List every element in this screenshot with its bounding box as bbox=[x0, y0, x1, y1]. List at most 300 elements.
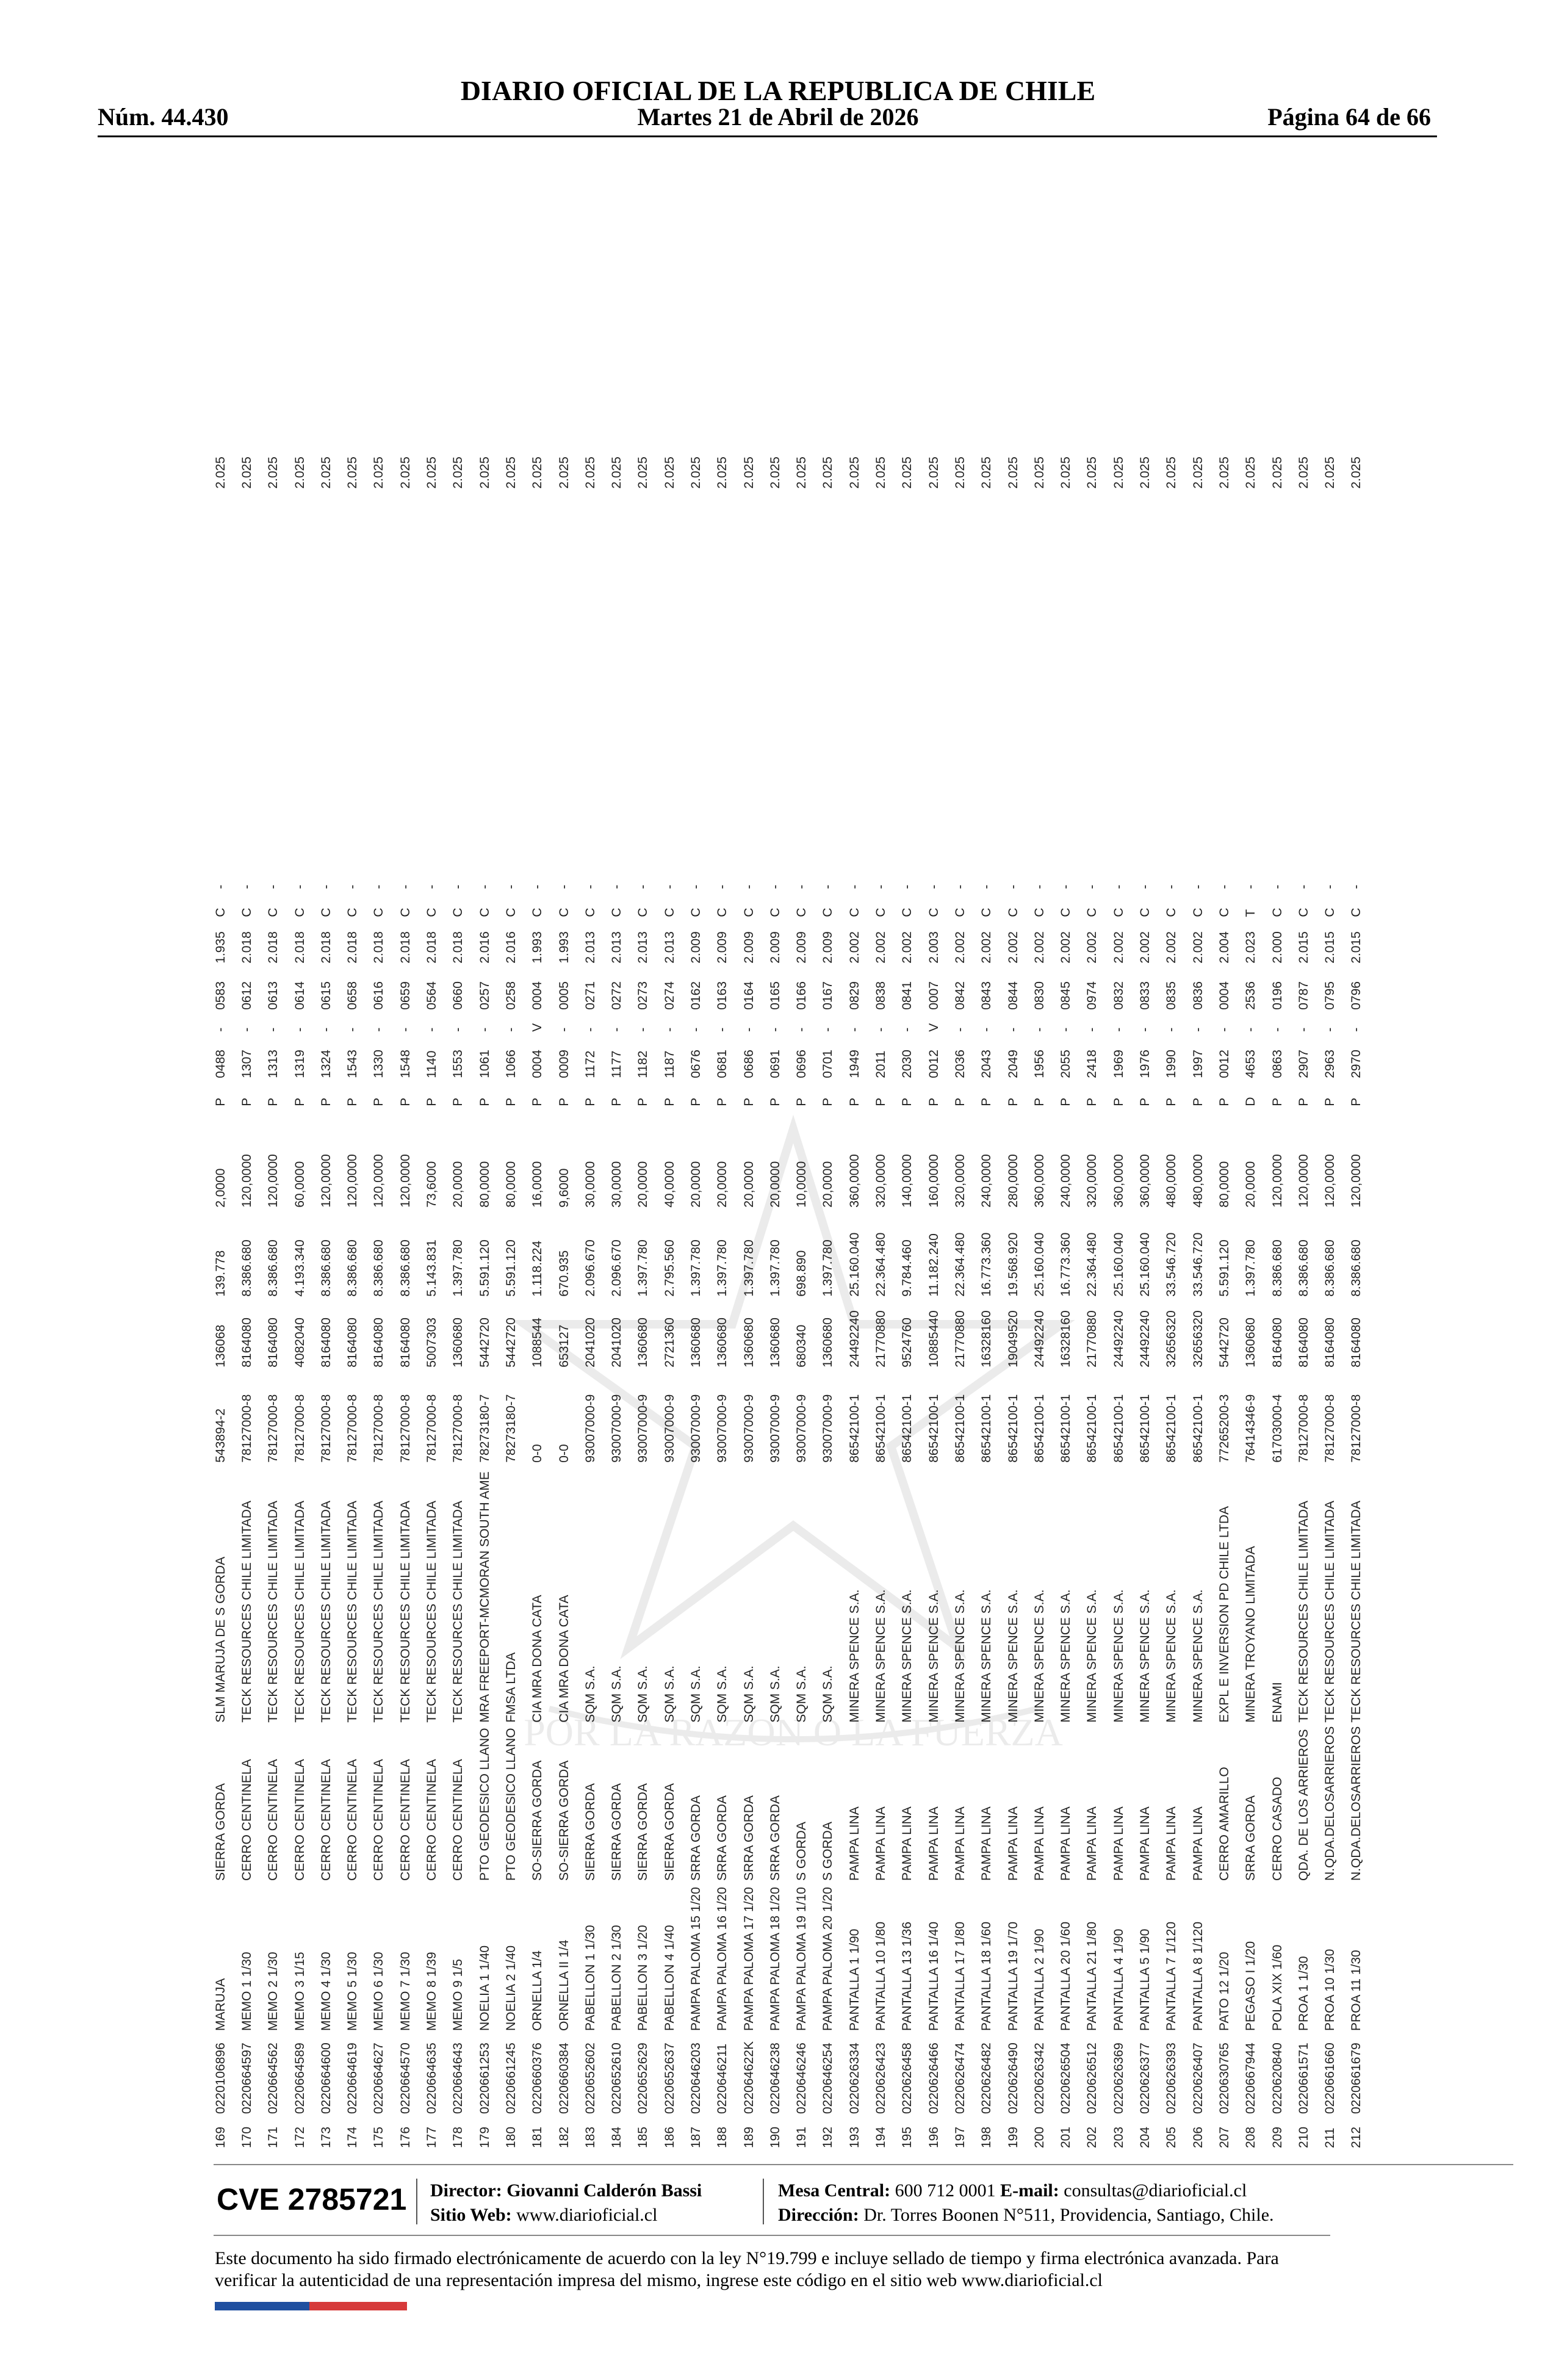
table-cell: 2043 bbox=[979, 1050, 994, 1078]
table-cell: C bbox=[715, 907, 730, 917]
table-cell: 2.002 bbox=[979, 931, 994, 964]
table-cell: MINERA SPENCE S.A. bbox=[979, 1589, 994, 1723]
table-cell: TECK RESOURCES CHILE LIMITADA bbox=[398, 1501, 412, 1723]
table-cell: 2.025 bbox=[874, 456, 888, 489]
table-cell: C bbox=[662, 907, 677, 917]
table-cell: C bbox=[372, 907, 386, 917]
table-cell: 196 bbox=[926, 2126, 941, 2148]
brand-bar-blue bbox=[215, 2302, 309, 2310]
table-cell: 9,6000 bbox=[556, 1168, 571, 1208]
table-cell: 0272 bbox=[610, 981, 624, 1010]
table-cell: PANTALLA 13 1/36 bbox=[900, 1921, 915, 2031]
table-cell: PAMPA LINA bbox=[1190, 1806, 1205, 1881]
table-cell: C bbox=[425, 907, 439, 917]
table-cell: 78127000-8 bbox=[1323, 1394, 1338, 1463]
table-cell: 0220661679 bbox=[1349, 2043, 1364, 2114]
table-cell: 2963 bbox=[1323, 1050, 1338, 1078]
table-cell: 180 bbox=[503, 2126, 518, 2148]
table-cell: 0220626423 bbox=[874, 2043, 888, 2114]
table-cell: - bbox=[1270, 884, 1284, 889]
table-row bbox=[736, 430, 762, 2148]
table-cell: 2.018 bbox=[425, 931, 439, 964]
table-cell: TECK RESOURCES CHILE LIMITADA bbox=[451, 1501, 466, 1723]
table-cell: MEMO 8 1/39 bbox=[425, 1952, 439, 2031]
table-row bbox=[261, 430, 287, 2148]
table-row bbox=[762, 430, 788, 2148]
table-cell: 1997 bbox=[1190, 1050, 1205, 1078]
table-cell: 73,6000 bbox=[425, 1161, 439, 1208]
table-cell: 78127000-8 bbox=[292, 1394, 307, 1463]
table-cell: PAMPA PALOMA 19 1/10 bbox=[794, 1887, 809, 2031]
table-cell: 2.025 bbox=[583, 456, 597, 489]
table-cell: 33.546.720 bbox=[1164, 1232, 1179, 1297]
table-cell: 2.002 bbox=[874, 931, 888, 964]
table-cell: - bbox=[1059, 884, 1073, 889]
table-cell: 78273180-7 bbox=[477, 1394, 492, 1463]
table-cell: C bbox=[926, 907, 941, 917]
legal-notice: Este documento ha sido firmado electrónicamente de acuerdo con la ley N°19.799 e incluye sellado de tiempo y firma electrónica avanzada. Para verificar la autenticidad de una representación impresa del mismo, ingrese este código en el sitio web www.diarioficial.cl bbox=[215, 2248, 1279, 2290]
table-cell: 2907 bbox=[1296, 1050, 1311, 1078]
table-cell: 120,0000 bbox=[1323, 1154, 1338, 1208]
table-cell: 0832 bbox=[1111, 981, 1126, 1010]
table-cell: V bbox=[926, 1023, 941, 1032]
table-cell: P bbox=[477, 1097, 492, 1106]
table-cell: - bbox=[1296, 884, 1311, 889]
table-cell: 183 bbox=[583, 2126, 597, 2148]
table-cell: 0843 bbox=[979, 981, 994, 1010]
table-cell: 19.568.920 bbox=[1006, 1232, 1020, 1297]
table-cell: - bbox=[319, 1027, 333, 1032]
table-cell: 2.025 bbox=[1296, 456, 1311, 489]
table-cell: 2.025 bbox=[688, 456, 703, 489]
table-cell: 0220664643 bbox=[451, 2043, 466, 2114]
table-cell: 30,0000 bbox=[610, 1161, 624, 1208]
table-cell: - bbox=[398, 884, 412, 889]
table-cell: MINERA SPENCE S.A. bbox=[1111, 1589, 1126, 1723]
table-cell: 2.003 bbox=[926, 931, 941, 964]
table-cell: 2970 bbox=[1349, 1050, 1364, 1078]
table-cell: - bbox=[451, 884, 466, 889]
table-cell: PAMPA PALOMA 20 1/20 bbox=[821, 1887, 835, 2031]
table-row bbox=[392, 430, 419, 2148]
table-cell: 120,0000 bbox=[1270, 1154, 1284, 1208]
table-cell: MEMO 2 1/30 bbox=[266, 1952, 281, 2031]
table-cell: 86542100-1 bbox=[926, 1394, 941, 1463]
table-cell: PANTALLA 2 1/90 bbox=[1032, 1928, 1046, 2031]
table-cell: C bbox=[1059, 907, 1073, 917]
table-cell: P bbox=[688, 1097, 703, 1106]
table-cell: 20,0000 bbox=[768, 1161, 782, 1208]
table-cell: SIERRA GORDA bbox=[583, 1783, 597, 1881]
table-cell: 80,0000 bbox=[1217, 1161, 1231, 1208]
table-cell: 172 bbox=[292, 2126, 307, 2148]
table-cell: P bbox=[794, 1097, 809, 1106]
table-cell: 0220646203 bbox=[688, 2043, 703, 2114]
table-cell: 206 bbox=[1190, 2126, 1205, 2148]
table-cell: 191 bbox=[794, 2126, 809, 2148]
table-cell: 1307 bbox=[239, 1050, 254, 1078]
table-cell: 8.386.680 bbox=[398, 1239, 412, 1297]
table-cell: C bbox=[874, 907, 888, 917]
table-cell: MARUJA bbox=[213, 1978, 228, 2031]
table-cell: - bbox=[768, 884, 782, 889]
table-cell: MINERA SPENCE S.A. bbox=[1138, 1589, 1153, 1723]
table-cell: 8.386.680 bbox=[239, 1239, 254, 1297]
table-cell: P bbox=[1006, 1097, 1020, 1106]
table-cell: 2.009 bbox=[794, 931, 809, 964]
table-cell: 0220660384 bbox=[556, 2043, 571, 2114]
table-cell: 1140 bbox=[425, 1050, 439, 1078]
table-cell: - bbox=[372, 884, 386, 889]
table-cell: 86542100-1 bbox=[874, 1394, 888, 1463]
table-cell: 1.397.780 bbox=[821, 1239, 835, 1297]
table-cell: 0795 bbox=[1323, 981, 1338, 1010]
table-cell: 197 bbox=[953, 2126, 967, 2148]
table-cell: - bbox=[821, 884, 835, 889]
table-cell: SQM S.A. bbox=[821, 1665, 835, 1723]
table-cell: SQM S.A. bbox=[662, 1665, 677, 1723]
table-cell: 93007000-9 bbox=[715, 1394, 730, 1463]
table-cell: TECK RESOURCES CHILE LIMITADA bbox=[372, 1501, 386, 1723]
table-cell: 22.364.480 bbox=[1085, 1232, 1100, 1297]
table-cell: N.QDA.DELOSARRIEROS bbox=[1323, 1726, 1338, 1881]
table-row bbox=[1291, 430, 1317, 2148]
table-cell: 11.182.240 bbox=[926, 1233, 941, 1297]
table-cell: - bbox=[1138, 1027, 1153, 1032]
table-cell: 1543 bbox=[345, 1050, 360, 1078]
table-cell: P bbox=[1296, 1097, 1311, 1106]
table-cell: PROA 1 1/30 bbox=[1296, 1956, 1311, 2031]
table-cell: PAMPA LINA bbox=[1111, 1806, 1126, 1881]
table-cell: 0220626407 bbox=[1190, 2043, 1205, 2114]
table-cell: 1956 bbox=[1032, 1050, 1046, 1078]
table-cell: 2.025 bbox=[794, 456, 809, 489]
table-cell: PAMPA LINA bbox=[1006, 1806, 1020, 1881]
table-cell: 360,0000 bbox=[847, 1154, 862, 1208]
table-cell: 5007303 bbox=[425, 1318, 439, 1368]
table-cell: MEMO 6 1/30 bbox=[372, 1952, 386, 2031]
table-cell: C bbox=[1006, 907, 1020, 917]
table-cell: P bbox=[874, 1097, 888, 1106]
footer-rule bbox=[214, 2164, 1513, 2165]
email-link[interactable]: consultas@diarioficial.cl bbox=[1064, 2180, 1247, 2201]
table-cell: 0564 bbox=[425, 981, 439, 1010]
table-cell: - bbox=[1244, 1027, 1258, 1032]
table-cell: 16.773.360 bbox=[979, 1232, 994, 1297]
table-cell: 1088544 bbox=[530, 1318, 545, 1368]
table-cell: PANTALLA 21 1/80 bbox=[1085, 1921, 1100, 2031]
table-cell: N.QDA.DELOSARRIEROS bbox=[1349, 1726, 1364, 1881]
table-cell: - bbox=[1111, 1027, 1126, 1032]
table-cell: CERRO CENTINELA bbox=[372, 1759, 386, 1881]
table-cell: EXPL E INVERSION PD CHILE LTDA bbox=[1217, 1506, 1231, 1723]
table-cell: 0220626377 bbox=[1138, 2043, 1153, 2114]
table-cell: 2.025 bbox=[662, 456, 677, 489]
table-cell: 8164080 bbox=[1323, 1318, 1338, 1368]
table-cell: 0165 bbox=[768, 981, 782, 1010]
table-cell: 2.025 bbox=[503, 456, 518, 489]
table-cell: 1.118.224 bbox=[530, 1240, 545, 1297]
table-cell: 86542100-1 bbox=[1164, 1394, 1179, 1463]
table-cell: MINERA SPENCE S.A. bbox=[1059, 1589, 1073, 1723]
table-cell: 93007000-9 bbox=[741, 1394, 756, 1463]
table-row bbox=[657, 430, 683, 2148]
table-row bbox=[710, 430, 736, 2148]
table-row bbox=[234, 430, 260, 2148]
table-cell: 0012 bbox=[926, 1050, 941, 1078]
table-cell: P bbox=[1323, 1097, 1338, 1106]
table-cell: - bbox=[1190, 884, 1205, 889]
table-cell: - bbox=[1190, 1027, 1205, 1032]
table-cell: - bbox=[610, 884, 624, 889]
table-cell: MINERA SPENCE S.A. bbox=[900, 1589, 915, 1723]
table-cell: 2418 bbox=[1085, 1050, 1100, 1078]
table-cell: 0787 bbox=[1296, 981, 1311, 1010]
table-cell: 209 bbox=[1270, 2126, 1284, 2148]
table-row bbox=[551, 430, 577, 2148]
table-cell: C bbox=[1138, 907, 1153, 917]
table-cell: 0004 bbox=[1217, 981, 1231, 1010]
table-cell: C bbox=[1217, 907, 1231, 917]
table-cell: 2.002 bbox=[847, 931, 862, 964]
table-cell: C bbox=[741, 907, 756, 917]
table-cell: 60,0000 bbox=[292, 1161, 307, 1208]
table-cell: PAMPA PALOMA 17 1/20 bbox=[741, 1887, 756, 2031]
table-cell: P bbox=[425, 1097, 439, 1106]
table-cell: - bbox=[900, 884, 915, 889]
table-cell: - bbox=[1059, 1027, 1073, 1032]
table-cell: 16328160 bbox=[979, 1310, 994, 1368]
table-cell: 20,0000 bbox=[741, 1161, 756, 1208]
table-cell: 0612 bbox=[239, 981, 254, 1010]
table-cell: - bbox=[292, 884, 307, 889]
table-cell: 93007000-9 bbox=[583, 1394, 597, 1463]
table-cell: 1360680 bbox=[741, 1318, 756, 1368]
table-cell: PTO GEODESICO LLANO bbox=[503, 1728, 518, 1881]
table-cell: C bbox=[768, 907, 782, 917]
table-cell: 2.025 bbox=[530, 456, 545, 489]
table-cell: C bbox=[477, 907, 492, 917]
table-cell: 8164080 bbox=[1296, 1318, 1311, 1368]
table-cell: 8.386.680 bbox=[345, 1239, 360, 1297]
table-row bbox=[339, 430, 366, 2148]
table-cell: 0681 bbox=[715, 1050, 730, 1078]
table-cell: 0220652629 bbox=[636, 2043, 650, 2114]
footer-divider bbox=[416, 2179, 417, 2224]
table-cell: 2.025 bbox=[1190, 456, 1205, 489]
table-cell: 2.025 bbox=[1217, 456, 1231, 489]
table-cell: PANTALLA 18 1/60 bbox=[979, 1921, 994, 2031]
table-cell: MINERA SPENCE S.A. bbox=[1085, 1589, 1100, 1723]
table-cell: PAMPA LINA bbox=[874, 1806, 888, 1881]
table-cell: P bbox=[821, 1097, 835, 1106]
table-cell: 2.013 bbox=[610, 931, 624, 964]
table-cell: 194 bbox=[874, 2126, 888, 2148]
table-cell: C bbox=[847, 907, 862, 917]
table-cell: PAMPA LINA bbox=[953, 1806, 967, 1881]
table-cell: - bbox=[372, 1027, 386, 1032]
table-cell: TECK RESOURCES CHILE LIMITADA bbox=[266, 1501, 281, 1723]
table-cell: - bbox=[1323, 884, 1338, 889]
table-cell: 8164080 bbox=[372, 1318, 386, 1368]
table-cell: PANTALLA 5 1/90 bbox=[1138, 1928, 1153, 2031]
table-cell: 0271 bbox=[583, 981, 597, 1010]
table-cell: 5.591.120 bbox=[477, 1239, 492, 1297]
table-cell: 2.018 bbox=[345, 931, 360, 964]
table-cell: MEMO 5 1/30 bbox=[345, 1952, 360, 2031]
table-cell: 2.002 bbox=[1164, 931, 1179, 964]
brand-bar-red bbox=[309, 2302, 407, 2310]
table-row bbox=[207, 430, 234, 2148]
table-cell: - bbox=[1296, 1027, 1311, 1032]
table-cell: SLM MARUJA DE S GORDA bbox=[213, 1556, 228, 1723]
table-cell: PANTALLA 20 1/60 bbox=[1059, 1921, 1073, 2031]
table-cell: PANTALLA 7 1/120 bbox=[1164, 1921, 1179, 2031]
table-cell: 8.386.680 bbox=[319, 1239, 333, 1297]
table-cell: 0220652610 bbox=[610, 2043, 624, 2114]
table-cell: 2041020 bbox=[610, 1318, 624, 1368]
table-cell: C bbox=[636, 907, 650, 917]
table-cell: 20,0000 bbox=[1244, 1161, 1258, 1208]
table-cell: 8.386.680 bbox=[1349, 1239, 1364, 1297]
table-cell: SQM S.A. bbox=[688, 1665, 703, 1723]
table-cell: 1360680 bbox=[451, 1318, 466, 1368]
table-cell: P bbox=[900, 1097, 915, 1106]
concessions-table bbox=[207, 430, 1370, 2148]
table-cell: SO-SIERRA GORDA bbox=[556, 1760, 571, 1881]
table-cell: P bbox=[292, 1097, 307, 1106]
table-cell: SRRA GORDA bbox=[1244, 1795, 1258, 1881]
table-cell: 2049 bbox=[1006, 1050, 1020, 1078]
table-cell: P bbox=[1059, 1097, 1073, 1106]
table-cell: 1360680 bbox=[1244, 1318, 1258, 1368]
table-cell: 0162 bbox=[688, 981, 703, 1010]
table-cell: 212 bbox=[1349, 2126, 1364, 2148]
table-cell: 80,0000 bbox=[477, 1161, 492, 1208]
table-cell: 0833 bbox=[1138, 981, 1153, 1010]
table-cell: - bbox=[1164, 884, 1179, 889]
table-cell: 78273180-7 bbox=[503, 1394, 518, 1463]
table-cell: 0613 bbox=[266, 981, 281, 1010]
table-cell: 5442720 bbox=[503, 1318, 518, 1368]
table-cell: 0220646246 bbox=[794, 2043, 809, 2114]
table-cell: SRRA GORDA bbox=[715, 1795, 730, 1881]
table-row bbox=[577, 430, 603, 2148]
table-cell: - bbox=[1164, 1027, 1179, 1032]
table-cell: P bbox=[768, 1097, 782, 1106]
table-cell: PANTALLA 4 1/90 bbox=[1111, 1928, 1126, 2031]
table-cell: 0220626504 bbox=[1059, 2043, 1073, 2114]
table-cell: - bbox=[979, 1027, 994, 1032]
table-row bbox=[1000, 430, 1026, 2148]
table-cell: 2.018 bbox=[266, 931, 281, 964]
table-cell: 78127000-8 bbox=[1349, 1394, 1364, 1463]
table-cell: 1172 bbox=[583, 1050, 597, 1078]
table-cell: P bbox=[398, 1097, 412, 1106]
table-cell: - bbox=[556, 884, 571, 889]
table-cell: 0220626512 bbox=[1085, 2043, 1100, 2114]
table-cell: - bbox=[1085, 884, 1100, 889]
table-row bbox=[1079, 430, 1106, 2148]
table-cell: 0974 bbox=[1085, 981, 1100, 1010]
table-cell: 1.397.780 bbox=[688, 1239, 703, 1297]
table-cell: 0842 bbox=[953, 981, 967, 1010]
table-cell: 24492240 bbox=[1111, 1310, 1126, 1368]
table-cell: 20,0000 bbox=[636, 1161, 650, 1208]
table-cell: P bbox=[979, 1097, 994, 1106]
table-cell: 1177 bbox=[610, 1050, 624, 1078]
table-cell: 78127000-8 bbox=[345, 1394, 360, 1463]
table-cell: 2.025 bbox=[451, 456, 466, 489]
table-cell: 653127 bbox=[556, 1324, 571, 1368]
table-row bbox=[1211, 430, 1237, 2148]
table-cell: P bbox=[1349, 1097, 1364, 1106]
table-cell: TECK RESOURCES CHILE LIMITADA bbox=[425, 1501, 439, 1723]
table-cell: ORNELLA 1/4 bbox=[530, 1950, 545, 2031]
table-cell: 2.025 bbox=[1085, 456, 1100, 489]
table-cell: 0220667944 bbox=[1244, 2043, 1258, 2114]
table-cell: - bbox=[926, 884, 941, 889]
table-cell: - bbox=[1244, 884, 1258, 889]
table-cell: 78127000-8 bbox=[1296, 1394, 1311, 1463]
table-cell: 93007000-9 bbox=[821, 1394, 835, 1463]
website-line bbox=[430, 2205, 657, 2226]
table-cell: PAMPA LINA bbox=[1164, 1806, 1179, 1881]
table-cell: - bbox=[398, 1027, 412, 1032]
table-cell: 2.025 bbox=[398, 456, 412, 489]
table-cell: 0220661571 bbox=[1296, 2043, 1311, 2114]
table-cell: C bbox=[1164, 907, 1179, 917]
table-cell: 4.193.340 bbox=[292, 1239, 307, 1297]
table-cell: 120,0000 bbox=[372, 1154, 386, 1208]
table-cell: 0845 bbox=[1059, 981, 1073, 1010]
table-cell: - bbox=[1323, 1027, 1338, 1032]
table-row bbox=[921, 430, 947, 2148]
table-cell: - bbox=[900, 1027, 915, 1032]
table-cell: 86542100-1 bbox=[1006, 1394, 1020, 1463]
table-row bbox=[366, 430, 392, 2148]
table-cell: 80,0000 bbox=[503, 1161, 518, 1208]
table-cell: 0220626458 bbox=[900, 2043, 915, 2114]
table-cell: 2.096.670 bbox=[610, 1239, 624, 1297]
table-cell: 0220664635 bbox=[425, 2043, 439, 2114]
table-cell: 0166 bbox=[794, 981, 809, 1010]
table-cell: 2.025 bbox=[345, 456, 360, 489]
table-cell: 61703000-4 bbox=[1270, 1394, 1284, 1463]
table-cell: 174 bbox=[345, 2126, 360, 2148]
page-counter: Página 64 de 66 bbox=[1267, 103, 1431, 131]
table-cell: MINERA SPENCE S.A. bbox=[1190, 1589, 1205, 1723]
table-cell: TECK RESOURCES CHILE LIMITADA bbox=[345, 1501, 360, 1723]
table-cell: P bbox=[266, 1097, 281, 1106]
table-cell: 32656320 bbox=[1164, 1310, 1179, 1368]
table-cell: 2721360 bbox=[662, 1318, 677, 1368]
table-cell: SIERRA GORDA bbox=[636, 1783, 650, 1881]
table-cell: 2.002 bbox=[900, 931, 915, 964]
table-cell: C bbox=[979, 907, 994, 917]
table-cell: 0220626334 bbox=[847, 2043, 862, 2114]
table-cell: - bbox=[953, 884, 967, 889]
table-cell: 93007000-9 bbox=[688, 1394, 703, 1463]
mining-concessions-table bbox=[207, 207, 1364, 2148]
table-cell: 0220646238 bbox=[768, 2043, 782, 2114]
table-cell: 2011 bbox=[874, 1050, 888, 1078]
table-cell: S GORDA bbox=[794, 1822, 809, 1881]
website-link[interactable]: www.diarioficial.cl bbox=[516, 2205, 658, 2225]
table-cell: 86542100-1 bbox=[1190, 1394, 1205, 1463]
address-value: Dr. Torres Boonen N°511, Providencia, Santiago, Chile. bbox=[863, 2205, 1274, 2225]
table-cell: SRRA GORDA bbox=[741, 1795, 756, 1881]
